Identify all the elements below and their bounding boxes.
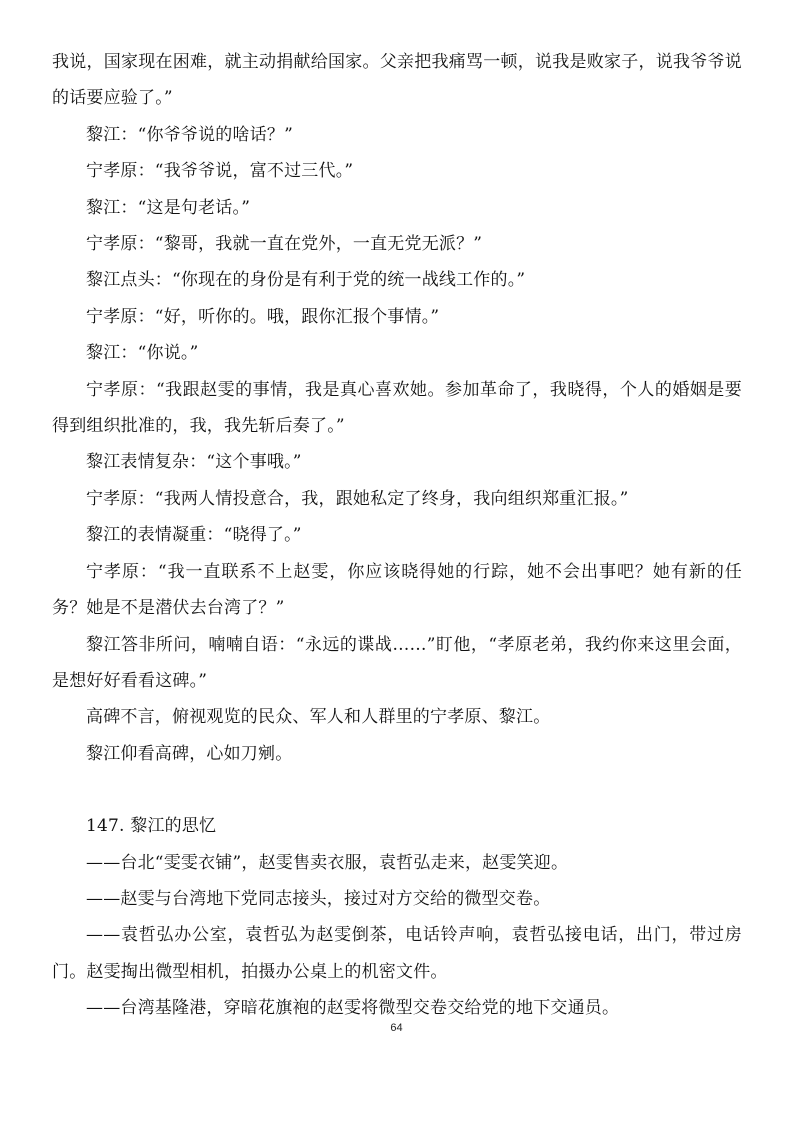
paragraph: 宁孝原：“我两人情投意合，我，跟她私定了终身，我向组织郑重汇报。” — [86, 488, 629, 509]
paragraph: 高碑不言，俯视观览的民众、军人和人群里的宁孝原、黎江。 — [86, 707, 551, 728]
page-number: 64 — [390, 1022, 403, 1034]
paragraph: 黎江仰看高碑，心如刀剜。 — [86, 743, 293, 764]
section-heading: 147. 黎江的思忆 — [86, 816, 217, 837]
paragraph: 黎江点头：“你现在的身份是有利于党的统一战线工作的。” — [86, 270, 526, 291]
paragraph: 黎江答非所问，喃喃自语：“永远的谍战……”盯他，“孝原老弟，我约你来这里会面，是想好好看看这碑。” — [52, 634, 742, 691]
paragraph: 宁孝原：“好，听你的。哦，跟你汇报个事情。” — [86, 306, 440, 327]
paragraph: ——赵雯与台湾地下党同志接头，接过对方交给的微型交卷。 — [86, 888, 551, 909]
page-body — [52, 44, 742, 1027]
paragraph: 黎江：“你爷爷说的啥话？” — [86, 124, 293, 145]
recollection-block — [52, 845, 742, 1027]
paragraph: 黎江表情复杂：“这个事哦。” — [86, 452, 302, 473]
paragraph: 宁孝原：“我跟赵雯的事情，我是真心喜欢她。参加革命了，我晓得，个人的婚姻是要得到组织批准的，我，我先斩后奏了。” — [52, 379, 742, 437]
paragraph: 黎江：“你说。” — [86, 343, 199, 364]
paragraph: 宁孝原：“我一直联系不上赵雯，你应该晓得她的行踪，她不会出事吧？她有新的任务？她是不是潜伏去台湾了？” — [52, 561, 742, 619]
paragraph: 黎江的表情凝重：“晓得了。” — [86, 525, 302, 546]
paragraph: 宁孝原：“黎哥，我就一直在党外，一直无党无派？” — [86, 234, 483, 255]
paragraph: 宁孝原：“我爷爷说，富不过三代。” — [86, 161, 354, 182]
paragraph: 我说，国家现在困难，就主动捐献给国家。父亲把我痛骂一顿，说我是败家子，说我爷爷说的话要应验了。” — [52, 52, 742, 109]
section-spacer — [52, 772, 742, 808]
paragraph: 黎江：“这是句老话。” — [86, 197, 251, 218]
paragraph: ——台湾基隆港，穿暗花旗袍的赵雯将微型交卷交给党的地下交通员。 — [86, 998, 620, 1019]
paragraph: ——台北“雯雯衣铺”，赵雯售卖衣服，袁哲弘走来，赵雯笑迎。 — [86, 852, 569, 873]
dialogue-block — [52, 44, 742, 772]
paragraph: ——袁哲弘办公室，袁哲弘为赵雯倒茶，电话铃声响，袁哲弘接电话，出门，带过房门。赵雯掏出微型相机，拍摄办公桌上的机密文件。 — [52, 925, 742, 982]
